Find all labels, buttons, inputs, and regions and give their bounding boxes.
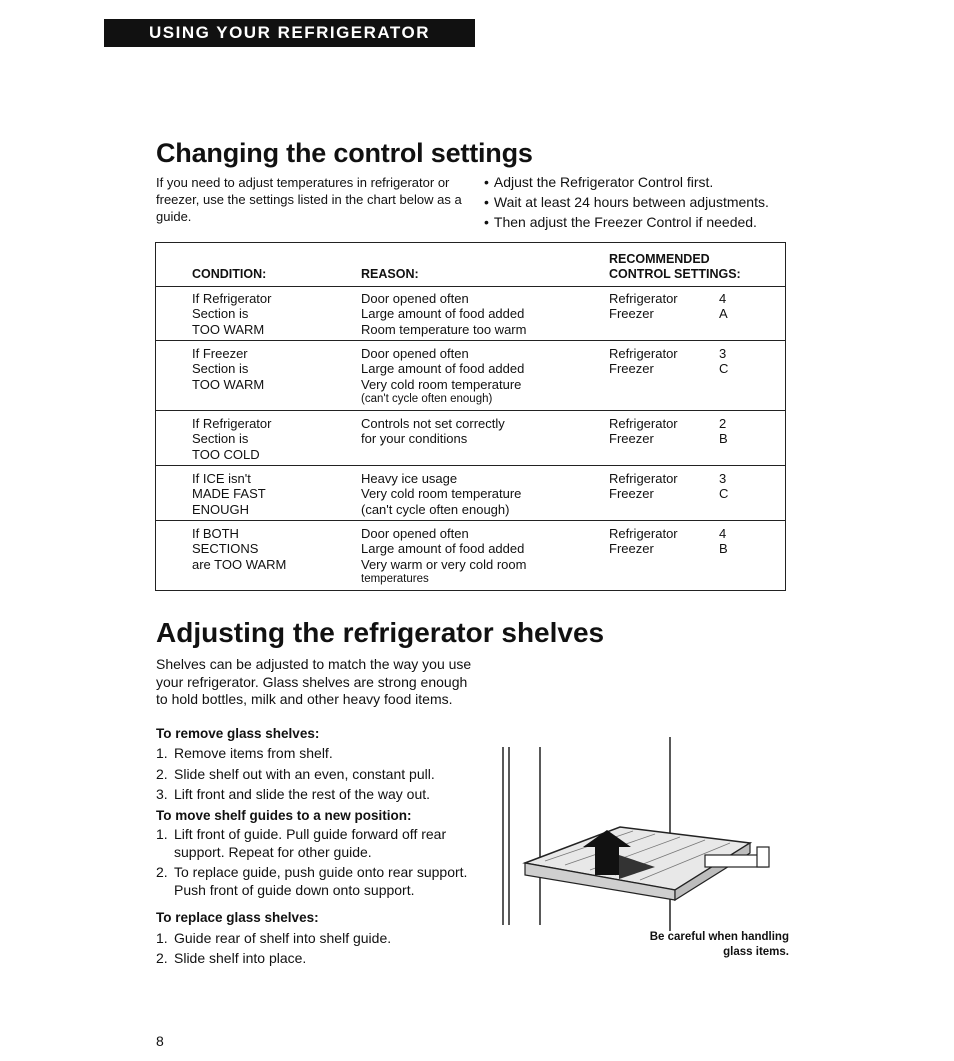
shelves-text-column — [156, 656, 476, 971]
control-value-cell: 2 B — [719, 416, 728, 447]
control-value-cell: 3 C — [719, 346, 729, 377]
remove-steps — [156, 745, 476, 804]
reason-cell: Door opened often Large amount of food added Very warm or very cold room temperatures — [361, 526, 527, 585]
control-value-cell: 4 B — [719, 526, 728, 557]
header-settings-line2: CONTROL SETTINGS: — [609, 267, 741, 281]
control-value-cell: 4 A — [719, 291, 728, 322]
control-label-cell: Refrigerator Freezer — [609, 291, 678, 322]
list-item: 2. To replace guide, push guide onto rear support. Push front of guide down onto support. — [156, 864, 468, 898]
condition-cell: If BOTH SECTIONS are TOO WARM — [192, 526, 287, 572]
list-item: 2. Slide shelf out with an even, constant pull. — [156, 765, 435, 782]
move-steps — [156, 826, 476, 899]
replace-steps — [156, 930, 476, 968]
list-item: 1. Remove items from shelf. — [156, 745, 333, 761]
glass-caution-caption: Be careful when handling glass items. — [649, 931, 789, 958]
bullet-item: • Wait at least 24 hours between adjustments. — [484, 192, 814, 212]
reason-cell: Door opened often Large amount of food added Very cold room temperature (can't cycle often enough) — [361, 346, 525, 405]
reason-cell: Door opened often Large amount of food added Room temperature too warm — [361, 291, 527, 337]
shelves-heading: Adjusting the refrigerator shelves — [156, 617, 605, 648]
list-item: 1. Guide rear of shelf into shelf guide. — [156, 929, 392, 946]
header-reason: REASON: — [361, 267, 419, 281]
condition-cell: If Refrigerator Section is TOO COLD — [192, 416, 272, 462]
bullet-item: • Adjust the Refrigerator Control first. — [484, 172, 814, 192]
list-item: 2. Slide shelf into place. — [156, 950, 307, 966]
table-row — [156, 521, 785, 591]
condition-cell: If Freezer Section is TOO WARM — [192, 346, 265, 392]
control-label-cell: Refrigerator Freezer — [609, 416, 678, 447]
header-settings-line1: RECOMMENDED — [609, 252, 710, 266]
list-item: 1. Lift front of guide. Pull guide forward off rear support. Repeat for other guide. — [156, 826, 447, 860]
table-row — [156, 466, 785, 521]
control-settings-intro: If you need to adjust temperatures in refrigerator or freezer, use the settings listed in the chart below as a guide. — [156, 175, 462, 224]
table-row — [156, 286, 785, 341]
reason-cell: Heavy ice usage Very cold room temperature (can't cycle often enough) — [361, 471, 522, 517]
condition-cell: If ICE isn't MADE FAST ENOUGH — [192, 471, 266, 517]
section-banner: USING YOUR REFRIGERATOR — [104, 19, 475, 47]
page-number: 8 — [156, 1033, 164, 1049]
condition-cell: If Refrigerator Section is TOO WARM — [192, 291, 272, 337]
remove-shelves-heading: To remove glass shelves: — [156, 725, 320, 741]
control-label-cell: Refrigerator Freezer — [609, 471, 678, 502]
shelf-illustration — [495, 735, 785, 935]
control-value-cell: 3 C — [719, 471, 729, 502]
header-condition: CONDITION: — [192, 267, 267, 281]
control-label-cell: Refrigerator Freezer — [609, 526, 678, 557]
list-item: 3. Lift front and slide the rest of the way out. — [156, 786, 431, 802]
control-settings-bullets — [484, 172, 814, 232]
table-row — [156, 411, 785, 466]
reason-cell: Controls not set correctly for your conditions — [361, 416, 505, 447]
table-header — [156, 243, 785, 287]
replace-shelves-heading: To replace glass shelves: — [156, 910, 319, 925]
bullet-item: • Then adjust the Freezer Control if needed. — [484, 212, 814, 232]
move-guides-heading: To move shelf guides to a new position: — [156, 807, 412, 823]
control-settings-table — [155, 242, 786, 591]
control-label-cell: Refrigerator Freezer — [609, 346, 678, 377]
table-row — [156, 341, 785, 411]
control-settings-heading: Changing the control settings — [156, 138, 533, 168]
shelves-intro: Shelves can be adjusted to match the way you use your refrigerator. Glass shelves are strong enough to hold bottles, milk and other heavy food items. — [156, 656, 472, 707]
